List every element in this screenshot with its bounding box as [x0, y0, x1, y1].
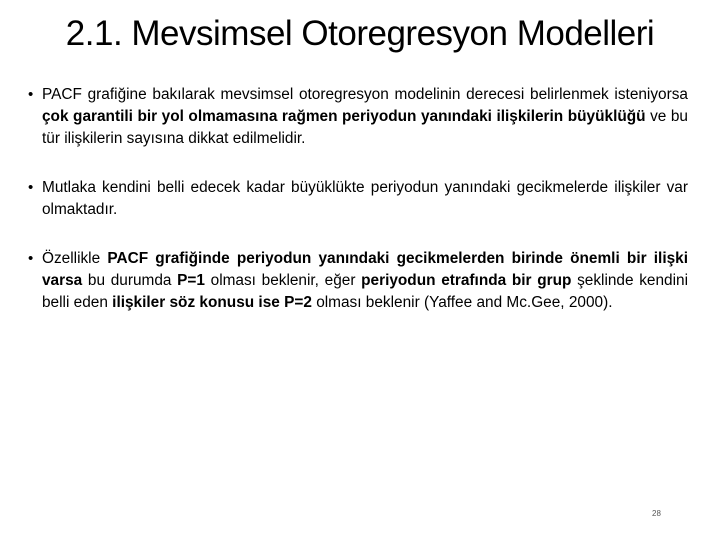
bold-text-segment: PACF grafiğinde periyodun yanındaki gecikmelerden birinde önemli bir ilişki varsa: [42, 250, 688, 289]
bold-text-segment: çok garantili bir yol olmamasına rağmen periyodun yanındaki ilişkilerin büyüklüğü: [42, 108, 646, 125]
text-segment: Özellikle: [42, 250, 108, 267]
bold-text-segment: P=1: [177, 272, 205, 289]
text-segment: Mutlaka kendini belli edecek kadar büyüklükte periyodun yanındaki gecikmelerde ilişkiler var olmaktadır.: [42, 179, 688, 218]
bold-text-segment: periyodun etrafında bir grup: [361, 272, 572, 289]
bullet-item: [28, 248, 688, 314]
slide-title: 2.1. Mevsimsel Otoregresyon Modelleri: [65, 14, 655, 53]
text-segment: olması beklenir (Yaffee and Mc.Gee, 2000).: [311, 294, 613, 311]
bullet-marker: •: [28, 179, 34, 196]
bullet-marker: •: [28, 86, 34, 103]
text-segment: ve bu tür ilişkilerin sayısına dikkat edilmelidir.: [42, 108, 688, 147]
page-number: 28: [652, 509, 661, 518]
bullet-list: [28, 84, 688, 341]
bold-text-segment: ilişkiler söz konusu ise P=2: [112, 294, 312, 311]
bullet-item: [28, 84, 688, 150]
bullet-item: [28, 177, 688, 221]
text-segment: şeklinde kendini belli eden: [42, 272, 688, 311]
text-segment: olması beklenir, eğer: [204, 272, 362, 289]
text-segment: bu durumda: [82, 272, 178, 289]
text-segment: PACF grafiğine bakılarak mevsimsel otoregresyon modelinin derecesi belirlenmek isteniyorsa: [42, 86, 688, 103]
bullet-marker: •: [28, 250, 34, 267]
